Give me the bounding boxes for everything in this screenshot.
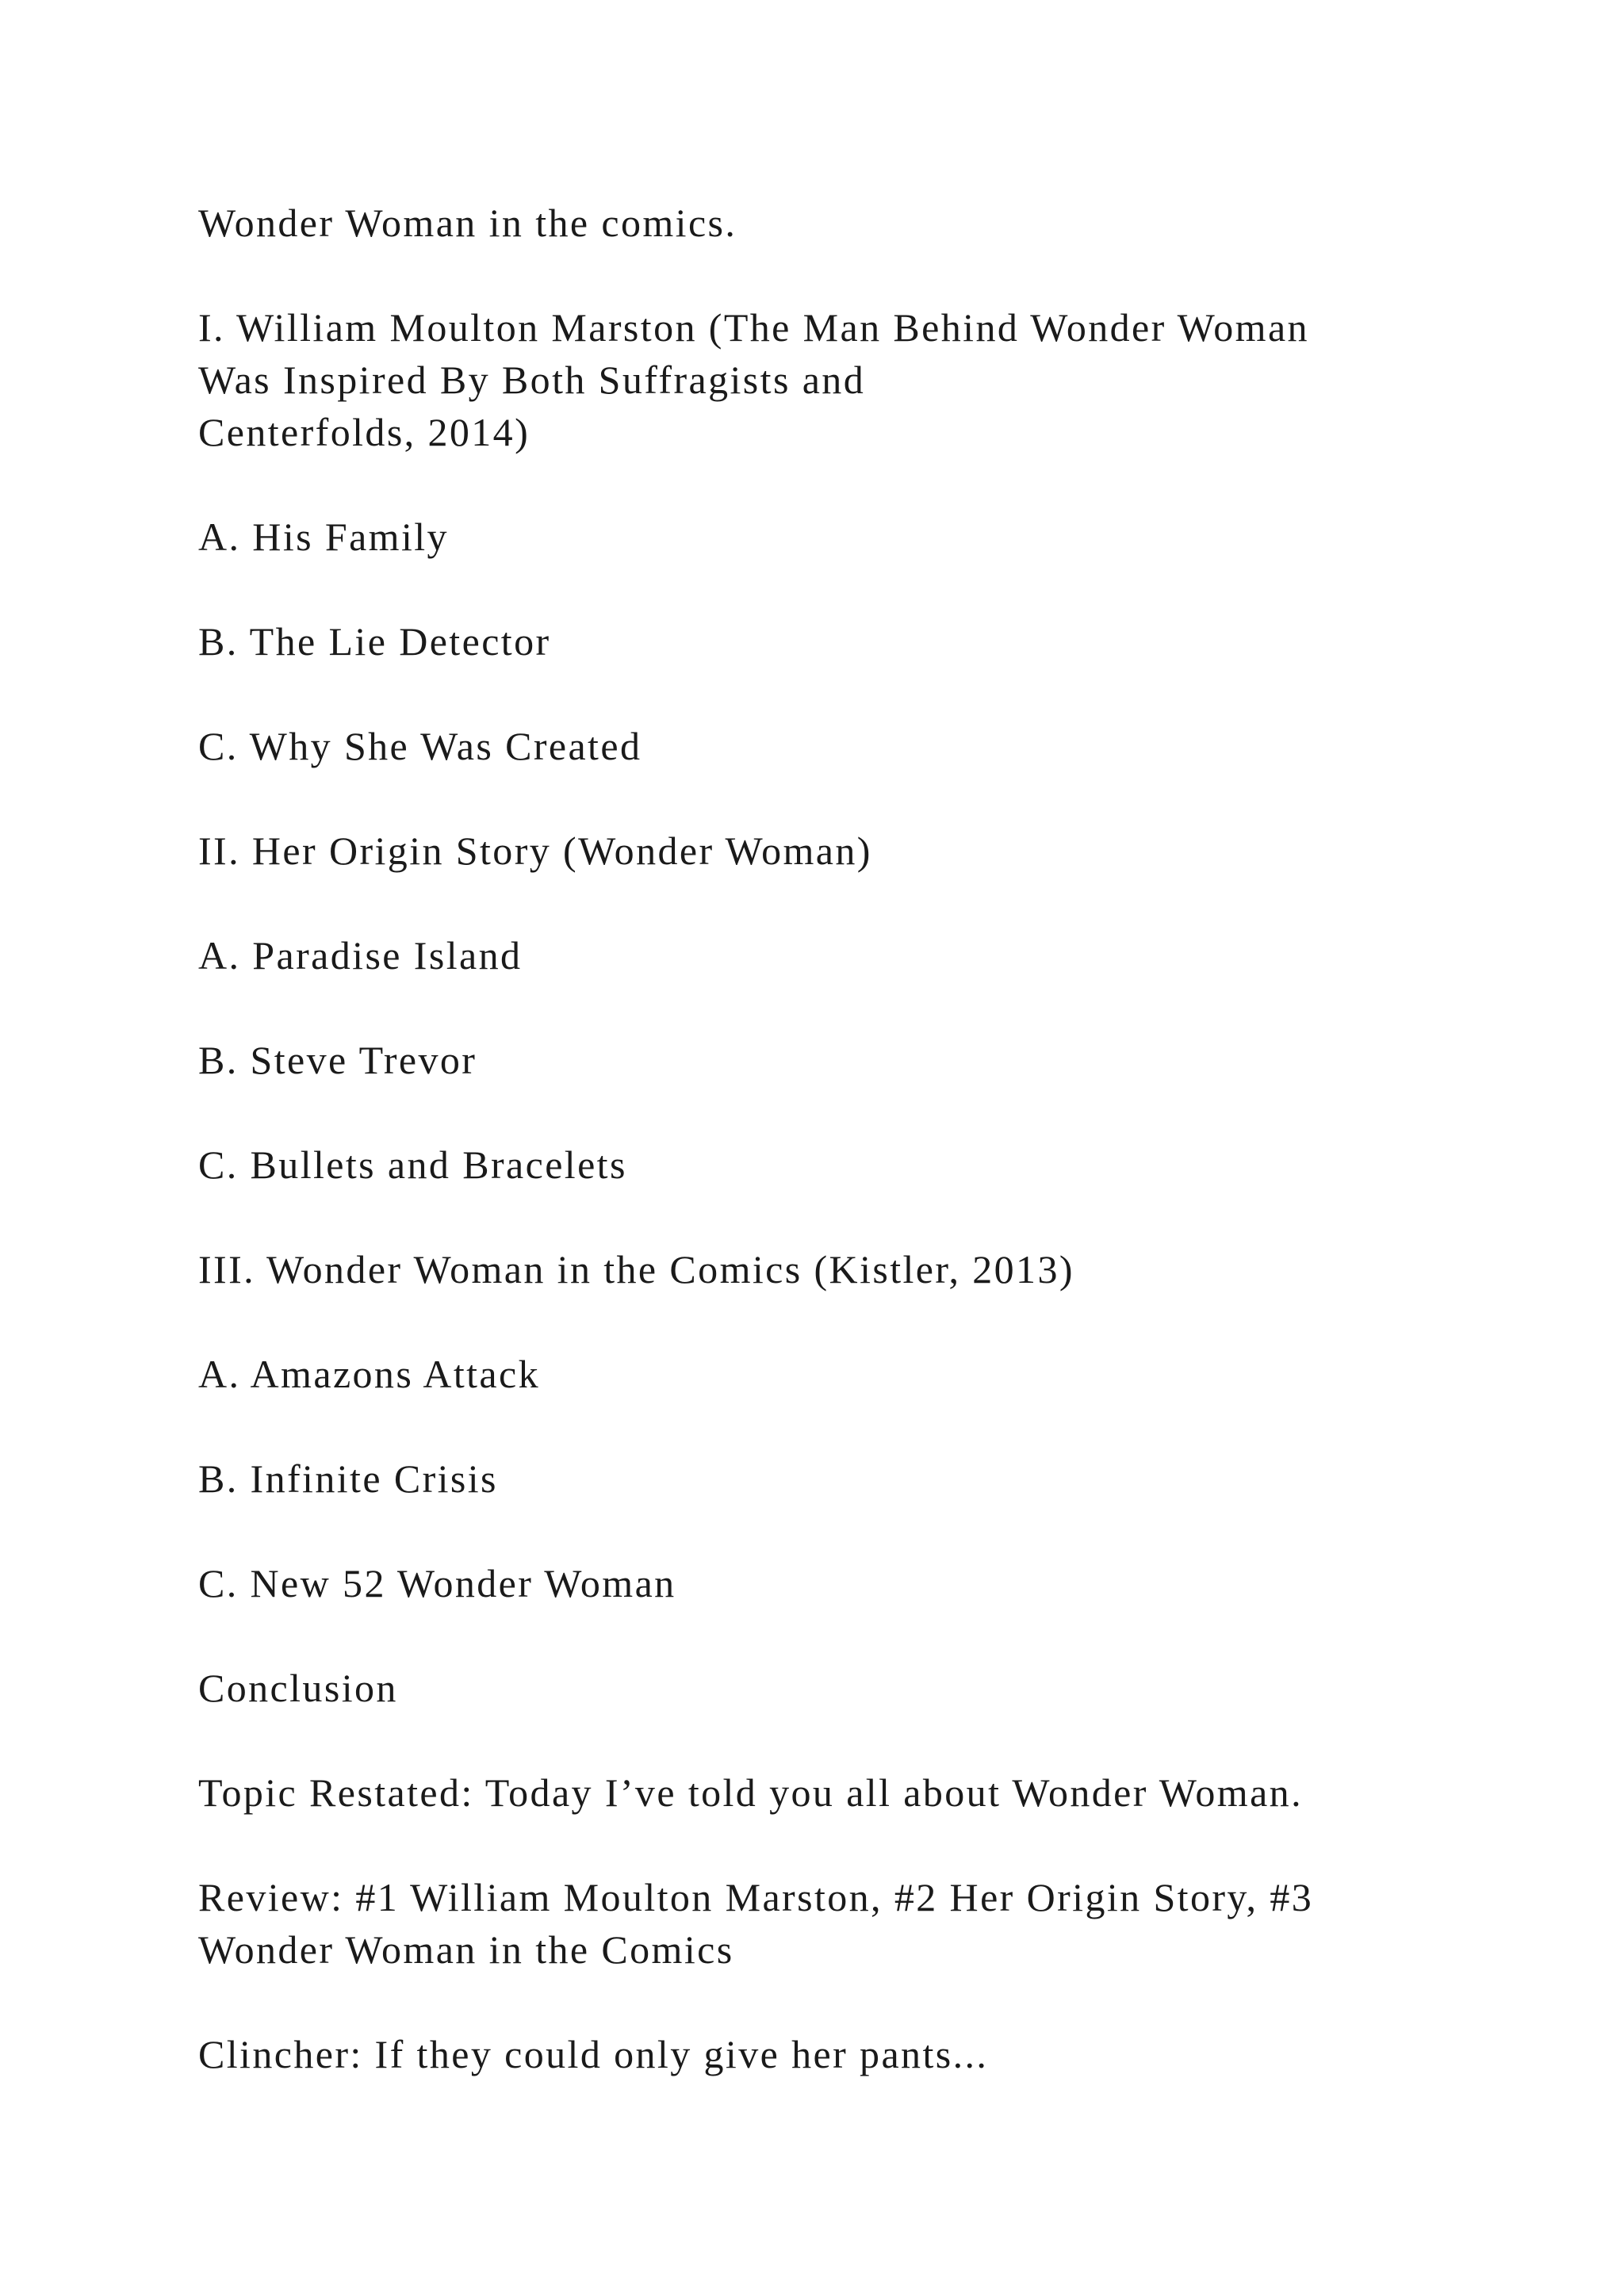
section2-item-a: A. Paradise Island — [198, 933, 523, 978]
section3-item-a: A. Amazons Attack — [198, 1352, 541, 1396]
review-text-line1: Review: #1 William Moulton Marston, #2 Her Origin Story, #3 — [198, 1875, 1314, 1919]
section3-item-b: B. Infinite Crisis — [198, 1456, 498, 1501]
section1-heading-line2: Was Inspired By Both Suffragists and — [198, 358, 866, 402]
section3-item-c: C. New 52 Wonder Woman — [198, 1561, 676, 1605]
review-text-line2: Wonder Woman in the Comics — [198, 1927, 734, 1972]
conclusion-heading: Conclusion — [198, 1666, 398, 1710]
section2-item-b: B. Steve Trevor — [198, 1038, 477, 1082]
section1-item-b: B. The Lie Detector — [198, 619, 551, 664]
section1-heading-line3: Centerfolds, 2014) — [198, 410, 530, 454]
section3-heading: III. Wonder Woman in the Comics (Kistler, 2013) — [198, 1247, 1074, 1292]
clincher-text: Clincher: If they could only give her pants... — [198, 2032, 989, 2076]
section2-item-c: C. Bullets and Bracelets — [198, 1142, 627, 1187]
section2-heading: II. Her Origin Story (Wonder Woman) — [198, 828, 872, 873]
section1-heading-line1: I. William Moulton Marston (The Man Behind Wonder Woman — [198, 305, 1309, 350]
topic-restated-text: Topic Restated: Today I’ve told you all about Wonder Woman. — [198, 1770, 1303, 1815]
intro-tail-text: Wonder Woman in the comics. — [198, 201, 737, 245]
section1-item-a: A. His Family — [198, 515, 449, 559]
section1-item-c: C. Why She Was Created — [198, 724, 642, 768]
